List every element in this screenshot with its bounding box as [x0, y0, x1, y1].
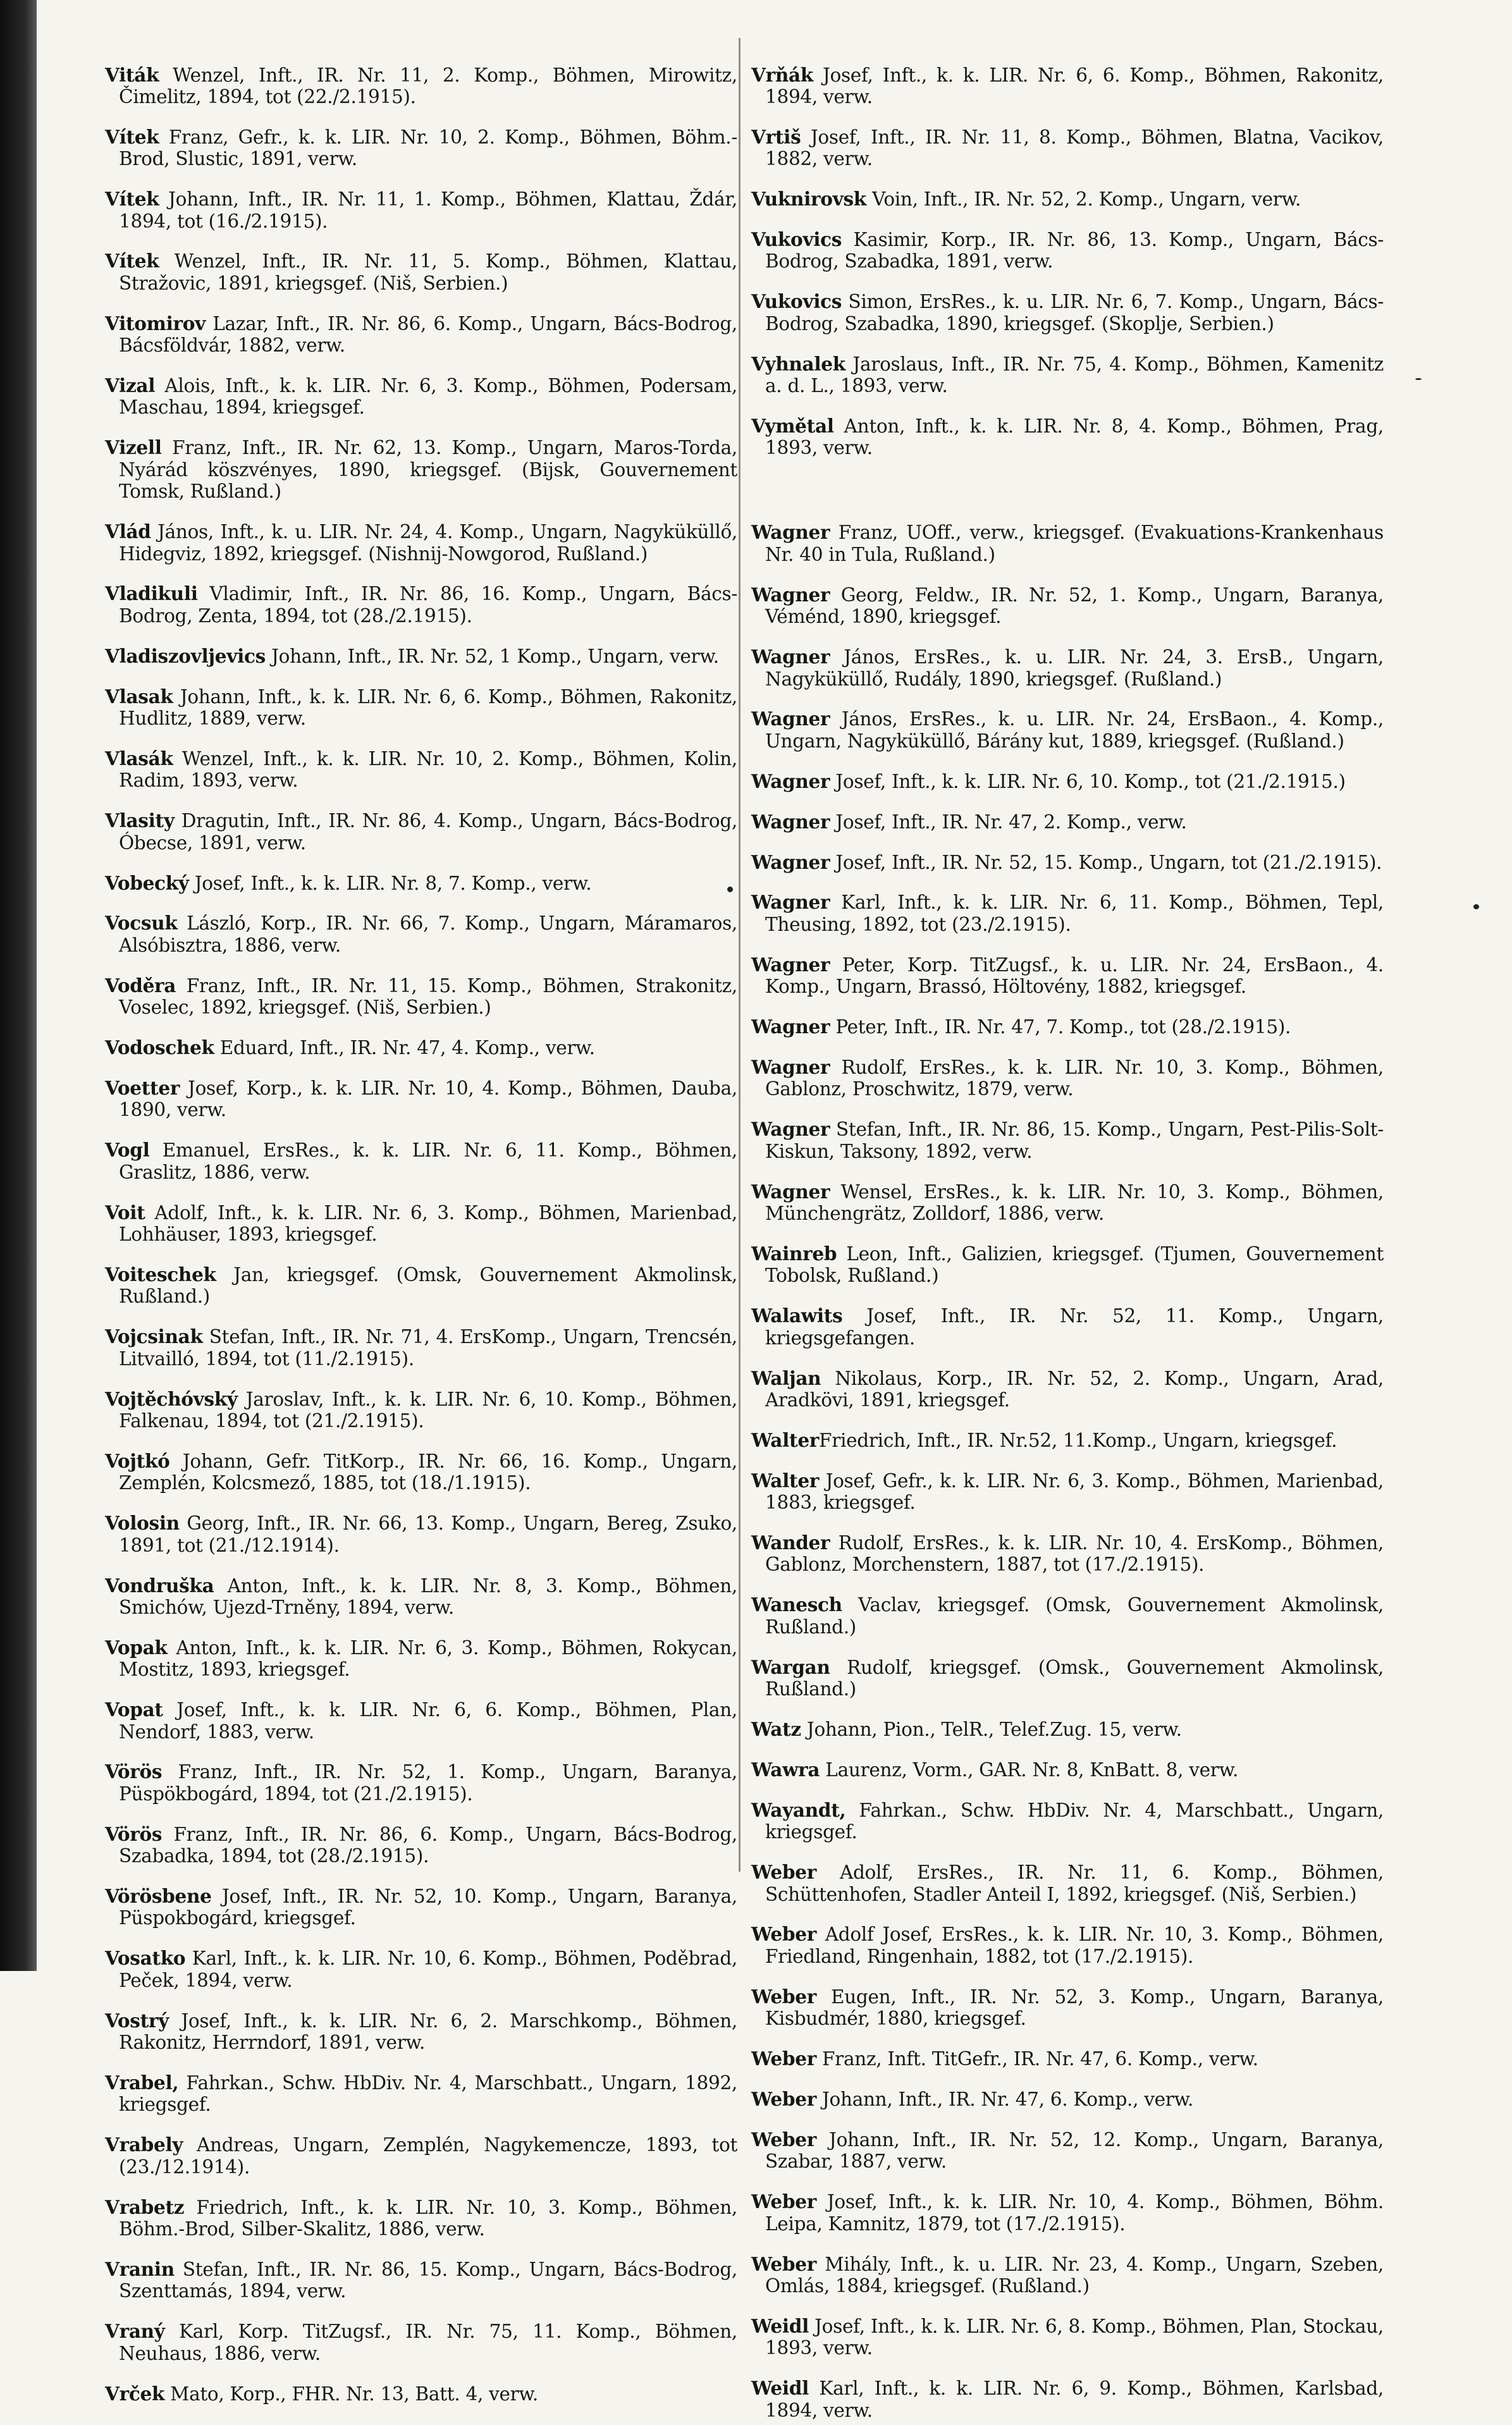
- entry-surname: Vranin: [105, 2257, 175, 2280]
- entry-details: Wensel, ErsRes., k. k. LIR. Nr. 10, 3. Komp., Böhmen, Münchengrätz, Zolldorf, 1886, verw.: [765, 1181, 1384, 1224]
- entry-surname: Vizal: [105, 374, 156, 397]
- entry-surname: Vrňák: [751, 63, 813, 86]
- register-entry: [751, 1862, 1384, 1905]
- entry-surname: Vodoschek: [105, 1036, 214, 1059]
- entry-details: Johann, Gefr. TitKorp., IR. Nr. 66, 16. Komp., Ungarn, Zemplén, Kolcsmező, 1885, tot (18./1.1915).: [119, 1450, 737, 1494]
- register-entry: [751, 2129, 1384, 2173]
- register-entry: [751, 1532, 1384, 1576]
- register-entry: [105, 1037, 737, 1059]
- entry-surname: Wagner: [751, 953, 830, 976]
- register-entry: [105, 437, 737, 502]
- register-entry: [105, 521, 737, 565]
- entry-surname: Vörös: [105, 1822, 163, 1845]
- entry-details: Mihály, Inft., k. u. LIR. Nr. 23, 4. Komp., Ungarn, Szeben, Omlás, 1884, kriegsgef. (Rußland.): [765, 2253, 1384, 2297]
- scan-speck: [1473, 904, 1479, 909]
- entry-details: Franz, Inft., IR. Nr. 52, 1. Komp., Ungarn, Baranya, Püspökbogárd, 1894, tot (21./2.1915).: [119, 1761, 737, 1805]
- register-entry: [751, 1368, 1384, 1411]
- entry-surname: Vojtkó: [105, 1449, 170, 1472]
- entry-details: Josef, Inft., k. k. LIR. Nr. 6, 10. Komp., tot (21./2.1915.): [830, 770, 1346, 792]
- register-entry: [105, 1139, 737, 1183]
- entry-details: Anton, Inft., k. k. LIR. Nr. 6, 3. Komp., Böhmen, Rokycan, Mostitz, 1893, kriegsgef.: [119, 1636, 737, 1681]
- register-entry: [751, 1243, 1384, 1287]
- entry-details: Rudolf, kriegsgef. (Omsk., Gouvernement Akmolinsk, Rußland.): [765, 1656, 1384, 1700]
- entry-surname: Vukovics: [751, 290, 842, 313]
- entry-surname: Vlasity: [105, 809, 175, 832]
- register-entry: [751, 64, 1384, 108]
- entry-surname: Vopat: [105, 1698, 163, 1721]
- entry-surname: Vostrý: [105, 2009, 169, 2032]
- entry-details: Johann, Inft., k. k. LIR. Nr. 6, 6. Komp., Böhmen, Rakonitz, Hudlitz, 1889, verw.: [119, 685, 737, 730]
- register-entry: [751, 1119, 1384, 1162]
- entry-details: Karl, Korp. TitZugsf., IR. Nr. 75, 11. Komp., Böhmen, Neuhaus, 1886, verw.: [119, 2321, 737, 2364]
- entry-surname: Weber: [751, 2190, 816, 2213]
- entry-details: Peter, Korp. TitZugsf., k. u. LIR. Nr. 24, ErsBaon., 4. Komp., Ungarn, Brassó, Höltovény, 1882, kriegsgef.: [765, 954, 1384, 998]
- register-entry: [105, 912, 737, 956]
- entry-details: Franz, Inft., IR. Nr. 86, 6. Komp., Ungarn, Bács-Bodrog, Szabadka, 1894, tot (28./2.1915).: [119, 1823, 737, 1867]
- entry-details: Adolf Josef, ErsRes., k. k. LIR. Nr. 10, 3. Komp., Böhmen, Friedland, Ringenhain, 1882, tot (17./2.1915).: [765, 1924, 1384, 1967]
- register-entry: [751, 584, 1384, 628]
- entry-surname: Vukovics: [751, 228, 842, 251]
- entry-details: Simon, ErsRes., k. u. LIR. Nr. 6, 7. Komp., Ungarn, Bács-Bodrog, Szabadka, 1890, kriegsgef. (Skoplje, Serbien.): [765, 291, 1384, 335]
- register-entry: [751, 1986, 1384, 2030]
- register-entry: [751, 188, 1384, 210]
- register-entry: [105, 2197, 737, 2240]
- entry-surname: Wagner: [751, 850, 830, 873]
- entry-details: Fahrkan., Schw. HbDiv. Nr. 4, Marschbatt., Ungarn, kriegsgef.: [765, 1799, 1384, 1843]
- entry-details: Leon, Inft., Galizien, kriegsgef. (Tjumen, Gouvernement Tobolsk, Rußland.): [765, 1243, 1384, 1287]
- entry-details: Johann, Inft., IR. Nr. 47, 6. Komp., verw.: [816, 2088, 1194, 2110]
- scan-speck: [727, 887, 733, 892]
- entry-surname: Wagner: [751, 1180, 830, 1203]
- register-entry: [105, 1637, 737, 1681]
- entry-surname: Wagner: [751, 583, 830, 606]
- entry-details: Rudolf, ErsRes., k. k. LIR. Nr. 10, 4. ErsKomp., Böhmen, Gablonz, Morchenstern, 1887, tot (17./2.1915).: [765, 1532, 1384, 1576]
- register-entry: [105, 748, 737, 792]
- entry-surname: Weber: [751, 2047, 816, 2070]
- entry-surname: Weidl: [751, 2314, 809, 2337]
- register-entry: [751, 126, 1384, 170]
- entry-surname: Wagner: [751, 708, 830, 730]
- entry-details: Josef, Inft., k. k. LIR. Nr. 6, 6. Komp., Böhmen, Plan, Nendorf, 1883, verw.: [119, 1699, 737, 1743]
- entry-details: János, Inft., k. u. LIR. Nr. 24, 4. Komp., Ungarn, Nagyküküllő, Hidegviz, 1892, kriegsgef. (Nishnij-Nowgorod, Rußland.): [119, 521, 737, 565]
- register-entry: [105, 873, 737, 894]
- entry-surname: Weber: [751, 2252, 816, 2275]
- entry-surname: Voetter: [105, 1077, 180, 1099]
- register-entry: [105, 313, 737, 357]
- entry-surname: Vymětal: [751, 414, 834, 437]
- entry-details: Vladimir, Inft., IR. Nr. 86, 16. Komp., Ungarn, Bács-Bodrog, Zenta, 1894, tot (28./2.1915).: [119, 583, 737, 627]
- entry-surname: Waljan: [751, 1366, 821, 1389]
- entry-details: Josef, Inft., k. k. LIR. Nr. 10, 4. Komp., Böhmen, Böhm. Leipa, Kamnitz, 1879, tot (17./2.1915).: [765, 2191, 1384, 2235]
- entry-details: Andreas, Ungarn, Zemplén, Nagykemencze, 1893, tot (23./12.1914).: [119, 2134, 737, 2178]
- register-entry: [751, 1057, 1384, 1100]
- entry-details: Josef, Inft., k. k. LIR. Nr. 6, 2. Marschkomp., Böhmen, Rakonitz, Herrndorf, 1891, verw.: [119, 2010, 737, 2054]
- entry-details: Georg, Inft., IR. Nr. 66, 13. Komp., Ungarn, Bereg, Zsuko, 1891, tot (21./12.1914).: [119, 1513, 737, 1556]
- register-entry: [105, 375, 737, 419]
- register-entry: [105, 1948, 737, 1991]
- entry-details: Josef, Korp., k. k. LIR. Nr. 10, 4. Komp., Böhmen, Dauba, 1890, verw.: [119, 1077, 737, 1121]
- register-entry: [751, 2316, 1384, 2359]
- entry-surname: Vladiszovljevics: [105, 644, 266, 667]
- register-entry: [751, 1924, 1384, 1967]
- right-column: [751, 46, 1384, 2425]
- entry-details: Emanuel, ErsRes., k. k. LIR. Nr. 6, 11. Komp., Böhmen, Graslitz, 1886, verw.: [119, 1139, 737, 1183]
- entry-details: Franz, Gefr., k. k. LIR. Nr. 10, 2. Komp., Böhmen, Böhm.-Brod, Slustic, 1891, verw.: [119, 126, 737, 170]
- entry-details: Fahrkan., Schw. HbDiv. Nr. 4, Marschbatt., Ungarn, 1892, kriegsgef.: [119, 2072, 737, 2116]
- entry-details: Johann, Pion., TelR., Telef.Zug. 15, verw.: [801, 1719, 1182, 1740]
- entry-details: Adolf, ErsRes., IR. Nr. 11, 6. Komp., Böhmen, Schüttenhofen, Stadler Anteil I, 1892, kriegsgef. (Niš, Serbien.): [765, 1862, 1384, 1905]
- entry-details: Josef, Inft., IR. Nr. 11, 8. Komp., Böhmen, Blatna, Vacikov, 1882, verw.: [765, 126, 1384, 170]
- entry-surname: Volosin: [105, 1512, 180, 1535]
- register-entry: [751, 2048, 1384, 2070]
- entry-surname: Vladikuli: [105, 582, 198, 605]
- register-entry: [751, 522, 1384, 565]
- entry-details: Friedrich, Inft., k. k. LIR. Nr. 10, 3. Komp., Böhmen, Böhm.-Brod, Silber-Skalitz, 1886, verw.: [119, 2196, 737, 2240]
- entry-surname: Walter: [751, 1469, 820, 1492]
- register-entry: [105, 810, 737, 854]
- entry-surname: Wagner: [751, 1118, 830, 1141]
- entry-details: Johann, Inft., IR. Nr. 52, 1 Komp., Ungarn, verw.: [266, 645, 719, 667]
- entry-surname: Vörös: [105, 1760, 163, 1783]
- entry-details: Wenzel, Inft., IR. Nr. 11, 2. Komp., Böhmen, Mirowitz, Čimelitz, 1894, tot (22./2.1915).: [119, 64, 737, 107]
- register-entry: [751, 229, 1384, 273]
- register-entry: [751, 1305, 1384, 1349]
- entry-details: Josef, Inft., k. k. LIR. Nr. 6, 6. Komp., Böhmen, Rakonitz, 1894, verw.: [765, 64, 1384, 107]
- register-entry: [105, 1389, 737, 1432]
- register-entry: [105, 646, 737, 667]
- entry-surname: Voit: [105, 1201, 145, 1224]
- register-entry: [751, 2191, 1384, 2235]
- entry-details: Josef, Inft., IR. Nr. 47, 2. Komp., verw.: [830, 811, 1187, 833]
- entry-surname: Vrabely: [105, 2133, 183, 2156]
- register-entry: [105, 1886, 737, 1929]
- register-entry: [751, 811, 1384, 833]
- register-entry: [105, 583, 737, 627]
- entry-surname: Vondruška: [105, 1574, 214, 1597]
- entry-surname: Weber: [751, 1985, 816, 2008]
- entry-details: Kasimir, Korp., IR. Nr. 86, 13. Komp., Ungarn, Bács-Bodrog, Szabadka, 1891, verw.: [765, 229, 1384, 273]
- entry-details: Josef, Gefr., k. k. LIR. Nr. 6, 3. Komp., Böhmen, Marienbad, 1883, kriegsgef.: [765, 1470, 1384, 1514]
- entry-surname: Walter: [751, 1428, 820, 1451]
- scan-edge: [0, 0, 37, 1971]
- register-entry: [105, 2383, 737, 2405]
- entry-details: János, ErsRes., k. u. LIR. Nr. 24, ErsBaon., 4. Komp., Ungarn, Nagyküküllő, Bárány kut, 1889, kriegsgef. (Rußland.): [765, 708, 1384, 752]
- entry-details: Voin, Inft., IR. Nr. 52, 2. Komp., Ungarn, verw.: [866, 188, 1301, 211]
- register-entry: [105, 1264, 737, 1308]
- scan-speck: [1415, 378, 1422, 380]
- entry-details: Karl, Inft., k. k. LIR. Nr. 6, 9. Komp., Böhmen, Karlsbad, 1894, verw.: [765, 2378, 1384, 2421]
- entry-surname: Vojtěchóvský: [105, 1387, 238, 1410]
- entry-surname: Vitomirov: [105, 312, 206, 335]
- entry-details: Josef, Inft., IR. Nr. 52, 15. Komp., Ungarn, tot (21./2.1915).: [830, 851, 1382, 873]
- entry-surname: Vrtiš: [751, 125, 801, 148]
- register-entry: [105, 686, 737, 730]
- entry-details: Lazar, Inft., IR. Nr. 86, 6. Komp., Ungarn, Bács-Bodrog, Bácsföldvár, 1882, verw.: [119, 312, 737, 357]
- register-entry: [105, 2072, 737, 2116]
- entry-details: Vaclav, kriegsgef. (Omsk, Gouvernement Akmolinsk, Rußland.): [765, 1594, 1384, 1638]
- entry-details: Josef, Inft., k. k. LIR. Nr. 8, 7. Komp., verw.: [188, 872, 592, 894]
- entry-surname: Wawra: [751, 1758, 820, 1781]
- register-entry: [751, 1657, 1384, 1700]
- register-entry: [751, 1800, 1384, 1843]
- entry-surname: Wayandt,: [751, 1798, 846, 1821]
- entry-surname: Viták: [105, 63, 159, 86]
- register-entry: [105, 1824, 737, 1867]
- entry-details: Wenzel, Inft., IR. Nr. 11, 5. Komp., Böhmen, Klattau, Stražovic, 1891, kriegsgef. (Niš, Serbien.): [119, 250, 737, 294]
- entry-surname: Wainreb: [751, 1242, 837, 1265]
- register-entry: [105, 2321, 737, 2364]
- entry-details: Adolf, Inft., k. k. LIR. Nr. 6, 3. Komp., Böhmen, Marienbad, Lohhäuser, 1893, kriegsgef.: [119, 1201, 737, 1246]
- register-entry: [751, 852, 1384, 873]
- entry-details: Peter, Inft., IR. Nr. 47, 7. Komp., tot (28./2.1915).: [830, 1016, 1291, 1038]
- entry-surname: Wargan: [751, 1655, 830, 1678]
- register-entry: [751, 353, 1384, 397]
- entry-details: Alois, Inft., k. k. LIR. Nr. 6, 3. Komp., Böhmen, Podersam, Maschau, 1894, kriegsgef.: [119, 375, 737, 419]
- register-entry: [105, 1451, 737, 1494]
- register-entry: [105, 1575, 737, 1619]
- section-break: [751, 463, 1384, 503]
- register-entry: [751, 2378, 1384, 2421]
- register-entry: [105, 2259, 737, 2302]
- entry-surname: Vrabetz: [105, 2195, 185, 2218]
- column-divider: [739, 38, 741, 1872]
- entry-surname: Weber: [751, 2087, 816, 2110]
- entry-details: Wenzel, Inft., k. k. LIR. Nr. 10, 2. Komp., Böhmen, Kolin, Radim, 1893, verw.: [119, 747, 737, 792]
- register-entry: [105, 250, 737, 294]
- entry-surname: Vörösbene: [105, 1885, 212, 1908]
- register-entry: [105, 1761, 737, 1805]
- entry-surname: Voiteschek: [105, 1263, 216, 1286]
- entry-surname: Vrabel,: [105, 2072, 179, 2094]
- entry-surname: Weber: [751, 2128, 816, 2151]
- register-entry: [105, 975, 737, 1019]
- entries-w-section: [751, 522, 1384, 2421]
- entry-surname: Vlasak: [105, 685, 173, 708]
- entry-surname: Wagner: [751, 646, 830, 668]
- entry-details: Anton, Inft., k. k. LIR. Nr. 8, 4. Komp., Böhmen, Prag, 1893, verw.: [765, 415, 1384, 459]
- entry-details: Anton, Inft., k. k. LIR. Nr. 8, 3. Komp., Böhmen, Smichów, Ujezd-Trněny, 1894, verw.: [119, 1575, 737, 1618]
- entry-surname: Vosatko: [105, 1947, 186, 1970]
- entry-details: Franz, Inft., IR. Nr. 11, 15. Komp., Böhmen, Strakonitz, Voselec, 1892, kriegsgef. (Niš, Serbien.): [119, 974, 737, 1019]
- entry-details: János, ErsRes., k. u. LIR. Nr. 24, 3. ErsB., Ungarn, Nagyküküllő, Rudály, 1890, kriegsgef. (Rußland.): [765, 646, 1384, 690]
- register-entry: [105, 126, 737, 170]
- register-entry: [105, 1077, 737, 1121]
- entry-details: Josef, Inft., IR. Nr. 52, 11. Komp., Ungarn, kriegsgefangen.: [765, 1305, 1384, 1349]
- entry-details: Franz, UOff., verw., kriegsgef. (Evakuations-Krankenhaus Nr. 40 in Tula, Rußland.): [765, 522, 1384, 565]
- register-entry: [105, 1326, 737, 1370]
- entry-surname: Vizell: [105, 436, 162, 459]
- entry-details: Karl, Inft., k. k. LIR. Nr. 10, 6. Komp., Böhmen, Poděbrad, Peček, 1894, verw.: [119, 1948, 737, 1991]
- entry-surname: Vítek: [105, 125, 159, 148]
- entry-details: Stefan, Inft., IR. Nr. 86, 15. Komp., Ungarn, Pest-Pilis-Solt-Kiskun, Taksony, 1892, verw.: [765, 1119, 1384, 1162]
- register-entry: [751, 2089, 1384, 2110]
- entry-surname: Wanesch: [751, 1593, 842, 1616]
- register-entry: [751, 646, 1384, 690]
- entry-surname: Vítek: [105, 188, 159, 211]
- entry-details: Jaroslaus, Inft., IR. Nr. 75, 4. Komp., Böhmen, Kamenitz a. d. L., 1893, verw.: [765, 353, 1384, 397]
- entry-surname: Wagner: [751, 810, 830, 833]
- register-entry: [751, 415, 1384, 459]
- entry-surname: Weber: [751, 1923, 816, 1946]
- entry-details: Rudolf, ErsRes., k. k. LIR. Nr. 10, 3. Komp., Böhmen, Gablonz, Proschwitz, 1879, verw.: [765, 1056, 1384, 1100]
- entry-surname: Walawits: [751, 1305, 843, 1327]
- entry-surname: Wagner: [751, 891, 830, 914]
- register-entry: [105, 1513, 737, 1556]
- entry-surname: Voděra: [105, 974, 176, 997]
- entry-surname: Vrček: [105, 2382, 165, 2405]
- register-entry: [751, 1759, 1384, 1781]
- entry-details: Josef, Inft., IR. Nr. 52, 10. Komp., Ungarn, Baranya, Püspokbogárd, kriegsgef.: [119, 1886, 737, 1929]
- entry-surname: Vopak: [105, 1636, 168, 1659]
- entry-details: Eduard, Inft., IR. Nr. 47, 4. Komp., verw.: [214, 1037, 595, 1059]
- entry-details: Dragutin, Inft., IR. Nr. 86, 4. Komp., Ungarn, Bács-Bodrog, Óbecse, 1891, verw.: [119, 810, 737, 854]
- register-entry: [105, 2010, 737, 2054]
- entry-details: Nikolaus, Korp., IR. Nr. 52, 2. Komp., Ungarn, Arad, Aradkövi, 1891, kriegsgef.: [765, 1367, 1384, 1411]
- register-entry: [751, 2254, 1384, 2297]
- register-entry: [751, 954, 1384, 998]
- register-entry: [751, 708, 1384, 752]
- entries-v-section: [751, 64, 1384, 459]
- register-entry: [105, 1202, 737, 1246]
- entry-surname: Vojcsinak: [105, 1325, 203, 1348]
- entry-details: Georg, Feldw., IR. Nr. 52, 1. Komp., Ungarn, Baranya, Véménd, 1890, kriegsgef.: [765, 584, 1384, 628]
- entry-surname: Vuknirovsk: [751, 188, 866, 211]
- entry-surname: Weidl: [751, 2377, 809, 2400]
- register-entry: [105, 188, 737, 232]
- entry-surname: Vocsuk: [105, 912, 178, 935]
- register-entry: [105, 1699, 737, 1743]
- entry-details: Stefan, Inft., IR. Nr. 71, 4. ErsKomp., Ungarn, Trencsén, Litvailló, 1894, tot (11./2.1915).: [119, 1326, 737, 1370]
- entry-surname: Wagner: [751, 1016, 830, 1038]
- entry-details: Josef, Inft., k. k. LIR. Nr. 6, 8. Komp., Böhmen, Plan, Stockau, 1893, verw.: [765, 2315, 1384, 2359]
- register-entry: [751, 1430, 1384, 1451]
- entry-surname: Weber: [751, 1861, 816, 1884]
- entry-details: Jan, kriegsgef. (Omsk, Gouvernement Akmolinsk, Rußland.): [119, 1263, 737, 1308]
- register-entry: [751, 291, 1384, 335]
- entry-details: Karl, Inft., k. k. LIR. Nr. 6, 11. Komp., Böhmen, Tepl, Theusing, 1892, tot (23./2.1915).: [765, 892, 1384, 935]
- entry-details: Jaroslav, Inft., k. k. LIR. Nr. 6, 10. Komp., Böhmen, Falkenau, 1894, tot (21./2.1915).: [119, 1388, 737, 1432]
- entry-details: Stefan, Inft., IR. Nr. 86, 15. Komp., Ungarn, Bács-Bodrog, Szenttamás, 1894, verw.: [119, 2258, 737, 2302]
- entry-details: Franz, Inft. TitGefr., IR. Nr. 47, 6. Komp., verw.: [816, 2048, 1258, 2070]
- entry-surname: Vítek: [105, 250, 159, 273]
- entry-details: Johann, Inft., IR. Nr. 52, 12. Komp., Ungarn, Baranya, Szabar, 1887, verw.: [765, 2128, 1384, 2173]
- entry-surname: Watz: [751, 1718, 801, 1740]
- entry-surname: Wander: [751, 1532, 830, 1554]
- entry-details: Eugen, Inft., IR. Nr. 52, 3. Komp., Ungarn, Baranya, Kisbudmér, 1880, kriegsgef.: [765, 1986, 1384, 2030]
- register-entry: [105, 64, 737, 108]
- entry-surname: Vogl: [105, 1139, 150, 1162]
- left-column: [105, 46, 737, 2409]
- register-entry: [751, 1016, 1384, 1038]
- entry-details: Franz, Inft., IR. Nr. 62, 13. Komp., Ungarn, Maros-Torda, Nyárád köszvényes, 1890, kriegsgef. (Bijsk, Gouvernement Tomsk, Rußland.): [119, 437, 737, 503]
- entry-details: Laurenz, Vorm., GAR. Nr. 8, KnBatt. 8, verw.: [820, 1759, 1239, 1781]
- entry-surname: Vlasák: [105, 747, 173, 770]
- entry-details: Mato, Korp., FHR. Nr. 13, Batt. 4, verw.: [164, 2383, 538, 2405]
- register-entry: [751, 892, 1384, 935]
- entry-surname: Vobecký: [105, 871, 189, 894]
- entry-surname: Wagner: [751, 1055, 830, 1078]
- register-entry: [751, 1470, 1384, 1514]
- register-entry: [751, 771, 1384, 792]
- entry-surname: Vraný: [105, 2320, 165, 2343]
- entry-surname: Vlád: [105, 520, 151, 543]
- entry-surname: Vyhnalek: [751, 352, 845, 375]
- register-entry: [105, 2134, 737, 2178]
- entry-surname: Wagner: [751, 521, 830, 544]
- register-entry: [751, 1594, 1384, 1638]
- entry-details: Johann, Inft., IR. Nr. 11, 1. Komp., Böhmen, Klattau, Ždár, 1894, tot (16./2.1915).: [119, 188, 737, 232]
- document-page: [37, 0, 1512, 2421]
- entry-surname: Wagner: [751, 770, 830, 792]
- register-entry: [751, 1181, 1384, 1225]
- register-entry: [751, 1719, 1384, 1740]
- entry-details: László, Korp., IR. Nr. 66, 7. Komp., Ungarn, Máramaros, Alsóbisztra, 1886, verw.: [119, 912, 737, 956]
- entry-details: Friedrich, Inft., IR. Nr.52, 11.Komp., Ungarn, kriegsgef.: [819, 1429, 1337, 1451]
